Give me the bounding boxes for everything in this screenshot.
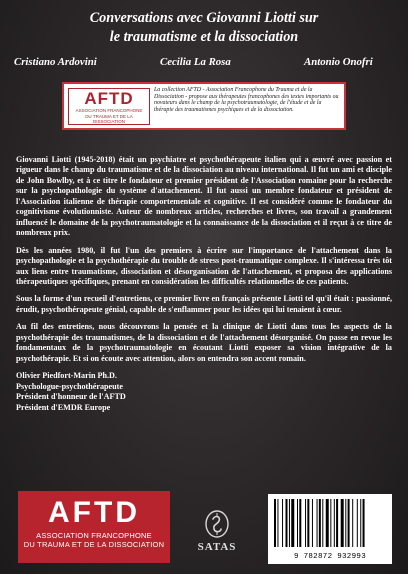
- barcode-bar: [286, 499, 288, 547]
- author-1: Cristiano Ardovini: [14, 56, 97, 68]
- blurb-paragraph-3: Sous la forme d'un recueil d'entretiens, ce premier livre en français présente Liotti tel qu'il était : passionné, érudit, psychothérapeute génial, capable de s'enflammer pour les idées qui lui tenaient à cœur.: [16, 294, 392, 314]
- barcode-bar: [334, 499, 335, 547]
- aftd-logo-small-sub-2: DU TRAUMA ET DE LA DISSOCIATION: [85, 113, 133, 124]
- publisher-name: SATAS: [197, 541, 237, 553]
- signature: [16, 371, 392, 413]
- barcode-bars: [274, 499, 386, 547]
- barcode-bar: [322, 499, 323, 547]
- signature-name: Olivier Piedfort-Marin Ph.D.: [16, 371, 117, 381]
- barcode-bar: [336, 499, 338, 547]
- title-line-2: le traumatisme et la dissociation: [109, 29, 299, 45]
- aftd-logo-small-word: AFTD: [84, 89, 134, 108]
- barcode-bar: [345, 499, 346, 547]
- barcode-bar: [307, 499, 309, 547]
- barcode-bar: [289, 499, 290, 547]
- barcode-bar: [312, 499, 313, 547]
- barcode-bar: [282, 499, 283, 547]
- barcode-bar: [352, 499, 353, 547]
- aftd-logo-small-sub-1: ASSOCIATION FRANCOPHONE: [75, 108, 143, 113]
- aftd-logo-large-sub-1: ASSOCIATION FRANCOPHONE: [36, 531, 152, 540]
- author-3: Antonio Onofri: [304, 56, 373, 68]
- barcode-bar: [317, 499, 318, 547]
- signature-role-2: Président d'honneur de l'AFTD: [16, 392, 126, 402]
- barcode-bar: [363, 499, 365, 547]
- signature-role-1: Psychologue-psychothérapeute: [16, 381, 123, 391]
- collection-description: La collection AFTD - Association Francophone du Trauma et de la Dissociation - propose aux thérapeutes francophones des textes importants ou novateurs dans le champ de la psychotraumatologie, de l'étude et de la thérapie des traumatismes psychiques et de la dissociation.: [154, 87, 339, 113]
- blurb-paragraph-2: Dès les années 1980, il fut l'un des premiers à écrire sur l'importance de l'attachement dans la psychopathologie et la psychothérapie du trouble de stress post-traumatique complexe. Il s'intéressa très tôt aux liens entre traumatisme, dissociation et désorganisation de l'attachement, et proposa des applications thérapeutiques spécifiques, prenant en considération les difficultés relationnelles de ces patients.: [16, 245, 392, 286]
- aftd-logo-large-sub-2: DU TRAUMA ET DE LA DISSOCIATION: [23, 540, 165, 549]
- barcode-bar: [341, 499, 344, 547]
- aftd-logo-large-word: AFTD: [48, 496, 140, 529]
- barcode-bar: [277, 499, 278, 547]
- collection-box: [62, 82, 346, 130]
- barcode-bar: [326, 499, 329, 547]
- book-title: [20, 9, 388, 47]
- publisher-logo: [188, 509, 246, 553]
- author-2: Cecilia La Rosa: [160, 56, 231, 68]
- isbn-digits: 9 782872 932993: [293, 553, 366, 561]
- barcode-bar: [357, 499, 358, 547]
- barcode-bar: [305, 499, 306, 547]
- blurb-paragraph-4: Au fil des entretiens, nous découvrons la pensée et la clinique de Liotti dans tous les aspects de la psychothérapie des traumatismes, de la dissociation et de l'attachement désorganisé. On passe en revue les fondamentaux de la psychotraumatologie en écoutant Liotti exposer sa vision intégrative de la psychothérapie. Et si on écoute avec attention, alors on entendra son accent romain.: [16, 322, 392, 363]
- aftd-logo-small: [68, 88, 150, 125]
- satas-emblem-icon: [204, 509, 230, 539]
- barcode-bar: [348, 499, 350, 547]
- blurb: [16, 155, 392, 413]
- barcode-bar: [330, 499, 331, 547]
- barcode-bar: [291, 499, 294, 547]
- barcode-bar: [299, 499, 301, 547]
- barcode-bar: [360, 499, 361, 547]
- barcode-bar: [274, 499, 276, 547]
- title-line-1: Conversations avec Giovanni Liotti sur: [89, 10, 319, 26]
- barcode-bar: [319, 499, 321, 547]
- aftd-logo-large: [18, 491, 170, 563]
- blurb-paragraph-1: Giovanni Liotti (1945-2018) était un psychiatre et psychothérapeute italien qui a œuvré avec passion et rigueur dans le champ du traumatisme et de la dissociation au niveau international. Il fut un ami et disciple de John Bowlby, et à ce titre le fondateur et premier président de l'Association romaine pour la recherche sur la psychopathologie du système d'attachement. Il fut aussi un membre fondateur et président de l'Association italienne de thérapie comportementale et cognitive. Il est considéré comme le fondateur du cognitivisme évolutionniste. Auteur de nombreux articles, recherches et livres, son travail a grandement influencé le domaine de la psychotraumatologie et la connaissance de la dissociation et il reçut à ce titre de nombreux prix.: [16, 155, 392, 238]
- signature-role-3: Président d'EMDR Europe: [16, 402, 111, 412]
- barcode-bar: [297, 499, 298, 547]
- isbn-barcode: [268, 494, 392, 564]
